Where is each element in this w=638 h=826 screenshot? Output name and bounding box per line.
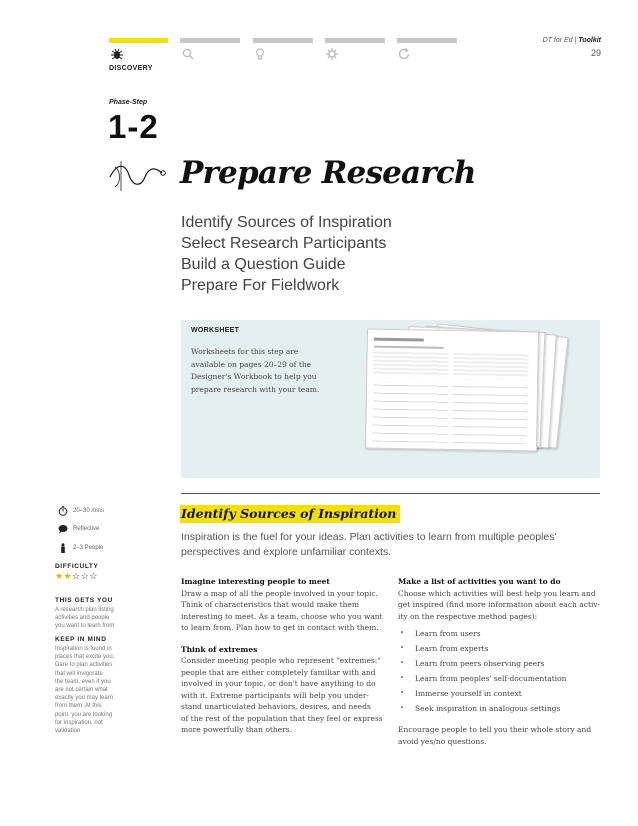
- star-filled-icon: ★: [55, 571, 64, 581]
- text-line: of the rest of the population that they feel or express: [181, 713, 383, 723]
- magnifier-icon: [181, 47, 195, 61]
- right-column: [398, 576, 603, 747]
- active-phase-label: DISCOVERY: [109, 65, 153, 72]
- text-line: places that excite you.: [55, 654, 115, 661]
- text-line: Think of characteristics that would make them: [181, 600, 359, 609]
- text-line: Choose which activities will best help you learn and: [398, 588, 596, 598]
- lightbulb-icon: [253, 47, 267, 61]
- left-heading-1: Imagine interesting people to meet: [181, 577, 330, 586]
- star-empty-icon: ☆: [89, 571, 98, 581]
- keep-in-mind-text: [55, 645, 125, 735]
- text-line: to learn from. Plan how to get in contact with them.: [181, 623, 379, 632]
- list-item: • Learn from users: [398, 628, 603, 643]
- subsection-item: Prepare For Fieldwork: [181, 277, 340, 294]
- brand-label: DT for Ed: [542, 37, 573, 44]
- list-item: • Seek inspiration in analogous settings: [398, 703, 603, 718]
- text-line: point, you are looking: [55, 711, 113, 718]
- worksheet-line: Worksheets for this step are: [191, 347, 299, 356]
- text-line: that will invigorate: [55, 670, 103, 677]
- text-line: Consider meeting people who represent "extremes:": [181, 656, 381, 665]
- subsection-list: [181, 212, 392, 296]
- star-empty-icon: ☆: [72, 571, 81, 581]
- list-item: • Immerse yourself in context: [398, 688, 603, 703]
- text-line: ity on the respective method pages):: [398, 611, 538, 621]
- left-paragraph-2: [181, 655, 386, 736]
- person-icon: [58, 543, 68, 553]
- phase-segment-ideation: [253, 38, 313, 43]
- subsection-item: Build a Question Guide: [181, 256, 346, 273]
- gear-icon: [325, 47, 339, 61]
- phase-segment-interpretation: [180, 38, 240, 43]
- page-number: 29: [590, 48, 601, 58]
- text-line: Encourage people to tell you their whole story and: [398, 725, 592, 734]
- text-line: activities and people: [55, 615, 110, 622]
- subsection-item: Select Research Participants: [181, 235, 387, 252]
- keep-in-mind-label: KEEP IN MIND: [55, 636, 107, 643]
- text-line: with it. Extreme participants will help you under-: [181, 690, 369, 700]
- section-intro: Inspiration is the fuel for your ideas. Plan activities to learn from multiple peoples' perspectives and explore unfamiliar contexts.: [181, 531, 557, 558]
- text-line: validation: [55, 728, 81, 735]
- thought-bubble-icon: [58, 524, 68, 534]
- this-gets-you-label: THIS GETS YOU: [55, 597, 113, 604]
- phase-segment-evolution: [397, 38, 457, 43]
- bug-icon: [110, 47, 124, 61]
- phase-step-label: Phase-Step: [109, 99, 148, 106]
- text-line: avoid yes/no questions.: [398, 736, 487, 746]
- worksheet-text: [191, 346, 341, 396]
- worksheet-heading: WORKSHEET: [191, 327, 240, 334]
- difficulty-rating: [55, 571, 98, 582]
- text-line: A research plan listing: [55, 607, 114, 613]
- worksheet-box: [181, 320, 600, 478]
- text-line: stand unarticulated behaviors, desires, and needs: [181, 702, 371, 711]
- list-item: • Learn from peoples' self-documentation: [398, 673, 603, 688]
- text-line: Dare to plan activities: [55, 662, 113, 669]
- right-paragraph-1: [398, 588, 603, 623]
- section-title: Identify Sources of Inspiration: [180, 505, 400, 523]
- right-paragraph-2: [398, 724, 603, 747]
- text-line: exactly you may learn: [55, 695, 114, 702]
- running-header: [543, 37, 601, 44]
- difficulty-label: DIFFICULTY: [55, 563, 99, 570]
- page-title: Prepare Research: [180, 155, 476, 191]
- text-line: involved in your topic, or don't have anything to do: [181, 679, 376, 688]
- phase-segment-discovery: [109, 38, 168, 43]
- section-divider: [181, 493, 600, 494]
- worksheet-line: prepare research with your team.: [191, 384, 320, 394]
- text-line: people that are either completely familiar with and: [181, 667, 376, 677]
- time-text: 20–30 mins: [73, 508, 105, 514]
- left-paragraph-1: [181, 588, 386, 634]
- activity-list: [398, 628, 603, 718]
- section-label: Toolkit: [578, 37, 601, 44]
- text-line: the team, even if you: [55, 678, 111, 685]
- text-line: Inspiration is found in: [55, 646, 112, 652]
- text-line: from them. At this: [55, 703, 102, 710]
- mode-text: Reflective: [73, 526, 100, 532]
- cycle-icon: [397, 47, 411, 61]
- worksheet-line: available on pages 20–29 of the: [191, 359, 312, 369]
- text-line: more powerfully than others.: [181, 725, 292, 734]
- left-column: [181, 576, 386, 736]
- worksheet-line: Designer's Workbook to help you: [191, 372, 317, 381]
- stopwatch-icon: [58, 506, 68, 516]
- text-line: are not certain what: [55, 687, 108, 694]
- people-text: 2–3 People: [73, 545, 104, 551]
- star-filled-icon: ★: [63, 571, 73, 581]
- research-path-icon: [107, 157, 167, 193]
- text-line: Draw a map of all the people involved in your topic.: [181, 588, 378, 598]
- star-empty-icon: ☆: [80, 571, 90, 581]
- text-line: interesting to meet. As a team, choose who you want: [181, 611, 383, 621]
- header-separator: |: [574, 37, 577, 44]
- phase-step-number: 1-2: [108, 108, 159, 145]
- right-heading-1: Make a list of activities you want to do: [398, 577, 561, 586]
- subsection-item: Identify Sources of Inspiration: [181, 214, 392, 231]
- text-line: you want to learn from: [55, 623, 115, 630]
- list-item: • Learn from experts: [398, 643, 603, 658]
- this-gets-you-text: [55, 606, 125, 631]
- text-line: for inspiration, not: [55, 719, 103, 726]
- list-item: • Learn from peers observing peers: [398, 658, 603, 673]
- phase-segment-experimentation: [325, 38, 385, 43]
- left-heading-2: Think of extremes: [181, 644, 258, 654]
- text-line: get inspired (find more information about each activ-: [398, 600, 601, 609]
